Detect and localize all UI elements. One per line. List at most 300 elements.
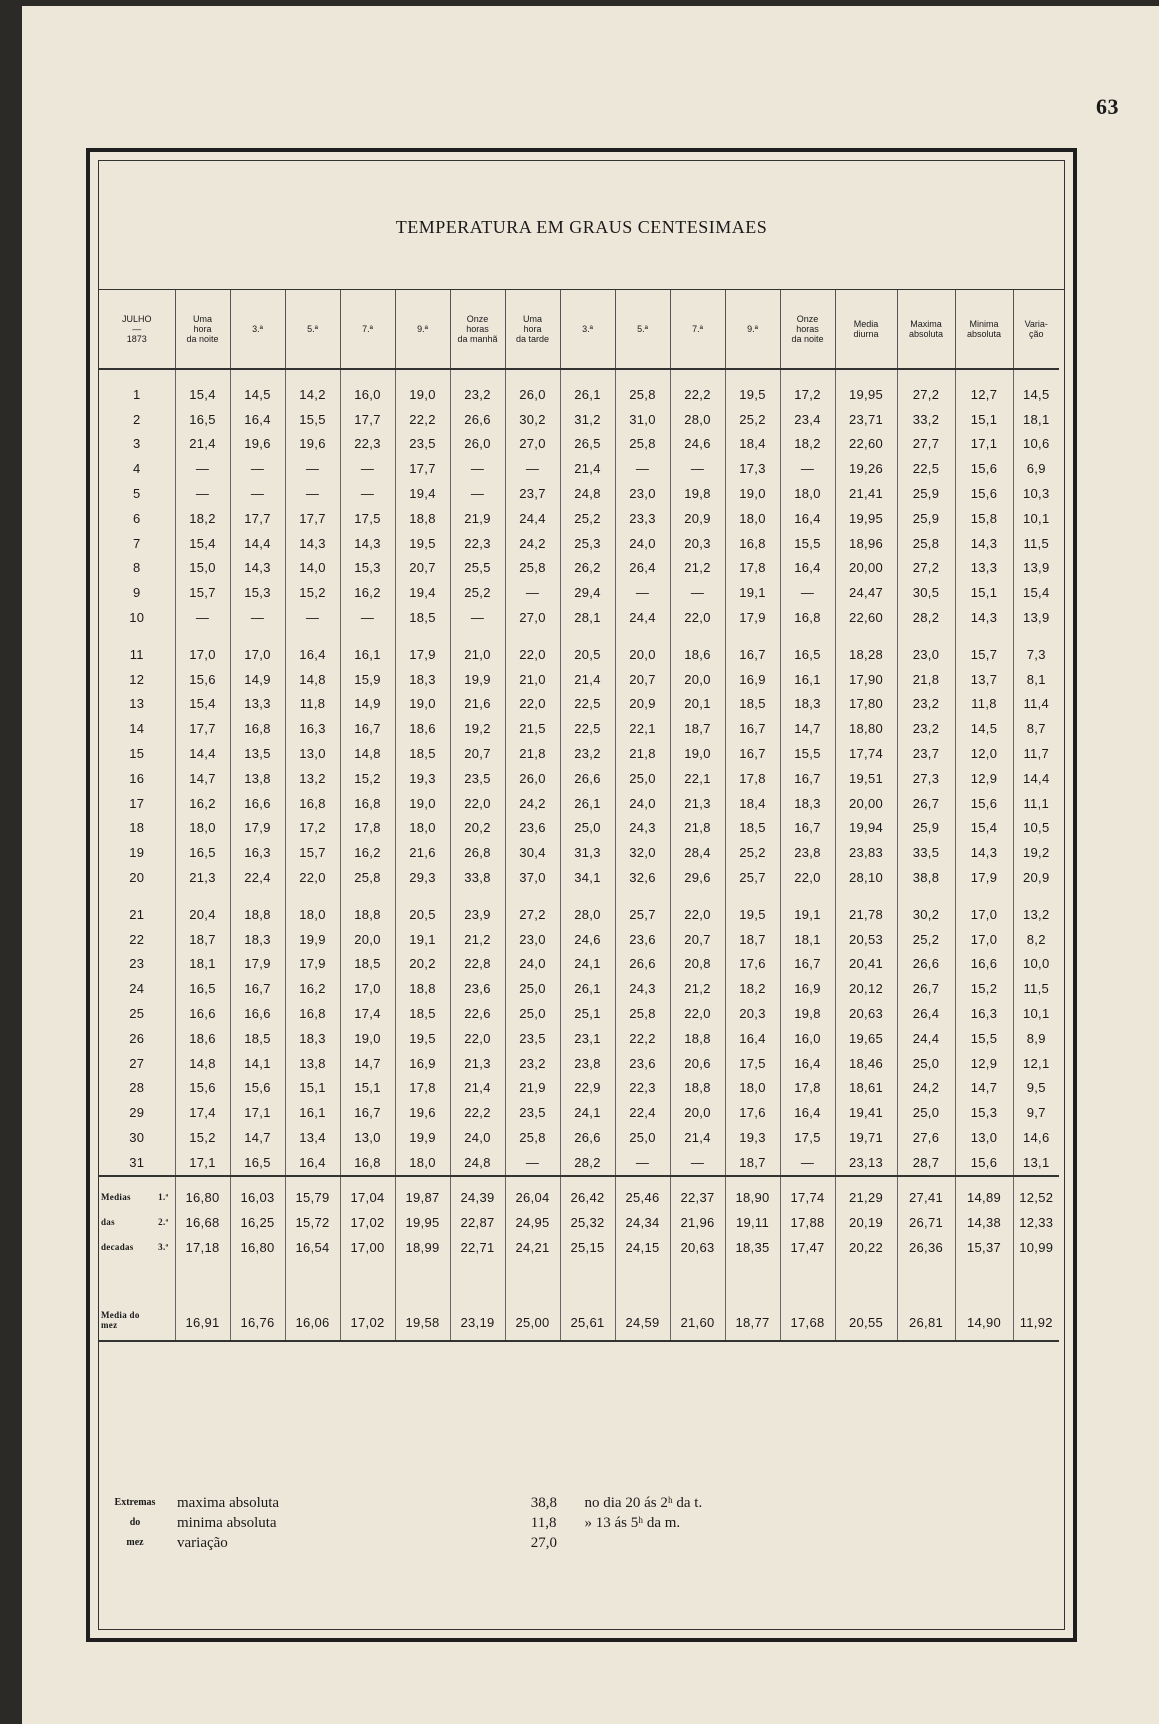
decade-value: 18,99 [395, 1235, 450, 1260]
table-cell: — [615, 1150, 670, 1176]
decade-value: 18,35 [725, 1235, 780, 1260]
table-cell: 16,4 [725, 1026, 780, 1051]
table-cell: 15,6 [955, 791, 1013, 816]
table-cell: 14,6 [1013, 1125, 1059, 1150]
decade-value: 15,72 [285, 1210, 340, 1235]
table-cell: 20,0 [340, 927, 395, 952]
table-cell: 17,9 [230, 952, 285, 977]
table-cell: 18,96 [835, 531, 897, 556]
table-cell: 25,0 [615, 766, 670, 791]
table-cell: 23,2 [897, 716, 955, 741]
table-cell: 28,0 [670, 407, 725, 432]
decade-value: 17,74 [780, 1176, 835, 1210]
table-cell: 18,3 [780, 791, 835, 816]
table-cell: 16,7 [725, 642, 780, 667]
table-cell: 16,4 [285, 642, 340, 667]
table-cell: 22,2 [615, 1026, 670, 1051]
table-cell: 16,4 [285, 1150, 340, 1176]
table-cell: 22,0 [450, 1026, 505, 1051]
table-cell: 12,0 [955, 741, 1013, 766]
table-cell: 14,5 [955, 716, 1013, 741]
table-cell: 18,5 [395, 741, 450, 766]
table-cell: 19,2 [1013, 840, 1059, 865]
table-row [99, 531, 1059, 556]
decade-value: 20,63 [670, 1235, 725, 1260]
table-row [99, 506, 1059, 531]
table-cell: — [230, 456, 285, 481]
table-cell: 19,9 [450, 667, 505, 692]
table-cell: 26,0 [505, 766, 560, 791]
table-cell: 25,2 [560, 506, 615, 531]
table-cell: 16,1 [780, 667, 835, 692]
table-cell: 14,3 [955, 531, 1013, 556]
table-row [99, 432, 1059, 457]
table-cell: 16,5 [175, 840, 230, 865]
table-cell: 25,8 [505, 1125, 560, 1150]
decade-value: 12,52 [1013, 1176, 1059, 1210]
table-cell: 22,5 [897, 456, 955, 481]
decade-value: 22,37 [670, 1176, 725, 1210]
table-cell: 16,7 [340, 716, 395, 741]
table-cell: 13,3 [955, 556, 1013, 581]
table-cell: 17,8 [725, 766, 780, 791]
column-header: 5.ª [285, 290, 340, 369]
table-cell: 18,6 [670, 642, 725, 667]
table-cell: 23,71 [835, 407, 897, 432]
extreme-min-name: minima absoluta [177, 1515, 277, 1531]
table-cell: 13,3 [230, 692, 285, 717]
decade-value: 22,71 [450, 1235, 505, 1260]
day-cell: 17 [129, 795, 145, 811]
month-mean-value: 25,00 [505, 1260, 560, 1341]
table-cell: 25,9 [897, 816, 955, 841]
table-cell: 15,1 [955, 580, 1013, 605]
table-cell: 23,6 [615, 1051, 670, 1076]
table-cell: — [340, 605, 395, 630]
table-cell: 23,1 [560, 1026, 615, 1051]
table-cell: 23,2 [560, 741, 615, 766]
table-cell: 15,2 [285, 580, 340, 605]
table-row [99, 865, 1059, 890]
table-cell: — [615, 456, 670, 481]
table-cell: — [340, 481, 395, 506]
table-cell: 32,0 [615, 840, 670, 865]
table-cell: 23,2 [450, 382, 505, 407]
table-cell: 26,6 [560, 1125, 615, 1150]
table-cell: 16,3 [955, 1001, 1013, 1026]
table-cell: 18,4 [725, 432, 780, 457]
table-cell: 22,4 [230, 865, 285, 890]
table-cell: 23,0 [897, 642, 955, 667]
table-cell: 22,5 [560, 692, 615, 717]
table-row [99, 816, 1059, 841]
table-cell: 15,2 [175, 1125, 230, 1150]
table-cell: 14,1 [230, 1051, 285, 1076]
table-cell: 13,4 [285, 1125, 340, 1150]
table-cell: 21,2 [670, 976, 725, 1001]
table-cell: 8,1 [1013, 667, 1059, 692]
table-cell: 34,1 [560, 865, 615, 890]
table-cell: 37,0 [505, 865, 560, 890]
table-cell: 15,4 [955, 816, 1013, 841]
decade-value: 19,11 [725, 1210, 780, 1235]
table-cell: 18,7 [670, 716, 725, 741]
table-cell: 33,5 [897, 840, 955, 865]
table-cell: 24,2 [505, 531, 560, 556]
table-cell: 21,6 [395, 840, 450, 865]
table-cell: 16,4 [230, 407, 285, 432]
table-row [99, 407, 1059, 432]
table-cell: 19,5 [725, 382, 780, 407]
table-row [99, 741, 1059, 766]
decade-value: 18,90 [725, 1176, 780, 1210]
table-row [99, 1076, 1059, 1101]
decade-value: 24,21 [505, 1235, 560, 1260]
table-cell: 18,1 [1013, 407, 1059, 432]
table-cell: 22,3 [450, 531, 505, 556]
table-cell: 12,1 [1013, 1051, 1059, 1076]
table-cell: 10,5 [1013, 816, 1059, 841]
decade-row [99, 1176, 1059, 1210]
table-cell: 19,4 [395, 481, 450, 506]
table-cell: 16,6 [230, 1001, 285, 1026]
table-cell: 18,1 [175, 952, 230, 977]
column-header: Minima absoluta [955, 290, 1013, 369]
table-cell: 22,2 [395, 407, 450, 432]
day-cell: 23 [129, 956, 145, 972]
table-cell: 26,6 [450, 407, 505, 432]
table-cell: 17,0 [955, 902, 1013, 927]
table-cell: 19,0 [340, 1026, 395, 1051]
table-cell: 24,4 [897, 1026, 955, 1051]
month-mean-value: 21,60 [670, 1260, 725, 1341]
table-row [99, 1125, 1059, 1150]
table-cell: 9,7 [1013, 1100, 1059, 1125]
table-cell: 17,0 [340, 976, 395, 1001]
table-cell: 20,4 [175, 902, 230, 927]
table-cell: 11,8 [285, 692, 340, 717]
day-cell: 31 [99, 1150, 175, 1176]
table-cell: 17,9 [230, 816, 285, 841]
table-body [99, 369, 1059, 1341]
day-cell: 20 [129, 870, 145, 886]
decade-value: 25,32 [560, 1210, 615, 1235]
table-cell: 25,0 [505, 976, 560, 1001]
spacer-row [99, 890, 1059, 902]
table-cell: 19,5 [395, 1026, 450, 1051]
day-cell: 6 [132, 510, 141, 526]
table-cell: 14,7 [780, 716, 835, 741]
table-cell: 21,4 [450, 1076, 505, 1101]
table-row [99, 605, 1059, 630]
table-cell: 16,7 [725, 741, 780, 766]
extreme-min-row [177, 1513, 680, 1533]
table-cell: 26,4 [615, 556, 670, 581]
table-cell: 21,9 [505, 1076, 560, 1101]
table-cell: 14,3 [955, 840, 1013, 865]
table-cell: 18,2 [725, 976, 780, 1001]
table-cell: 26,7 [897, 976, 955, 1001]
table-cell: 23,8 [780, 840, 835, 865]
table-cell: 23,8 [560, 1051, 615, 1076]
table-cell: 27,2 [897, 556, 955, 581]
table-cell: 14,3 [285, 531, 340, 556]
table-cell: 16,4 [780, 1051, 835, 1076]
table-cell: 17,9 [955, 865, 1013, 890]
page [22, 6, 1159, 1724]
decade-value: 16,03 [230, 1176, 285, 1210]
decade-value: 26,36 [897, 1235, 955, 1260]
table-row [99, 481, 1059, 506]
table-cell: 20,6 [670, 1051, 725, 1076]
table-cell: 23,4 [780, 407, 835, 432]
table-cell: 13,0 [340, 1125, 395, 1150]
table-cell: 19,0 [395, 791, 450, 816]
table-cell: 25,2 [897, 927, 955, 952]
table-cell: 25,8 [615, 382, 670, 407]
table-cell: 16,8 [340, 1150, 395, 1176]
decade-value: 17,04 [340, 1176, 395, 1210]
month-mean-value: 11,92 [1013, 1260, 1059, 1341]
table-cell: 16,9 [780, 976, 835, 1001]
table-cell: 19,0 [395, 382, 450, 407]
table-cell: 20,0 [670, 1100, 725, 1125]
day-cell: 16 [129, 770, 145, 786]
table-cell: 20,00 [835, 791, 897, 816]
table-cell: 13,8 [285, 1051, 340, 1076]
table-cell: 21,6 [450, 692, 505, 717]
table-cell: 20,5 [560, 642, 615, 667]
table-cell: 18,0 [395, 816, 450, 841]
table-cell: 15,5 [955, 1026, 1013, 1051]
table-cell: 22,0 [505, 642, 560, 667]
day-cell: 15 [129, 746, 145, 762]
table-cell: 17,3 [725, 456, 780, 481]
table-cell: 19,1 [725, 580, 780, 605]
table-cell: 14,4 [230, 531, 285, 556]
table-cell: 23,5 [505, 1026, 560, 1051]
day-cell: 19 [129, 845, 145, 861]
column-header: 3.ª [560, 290, 615, 369]
table-cell: 16,1 [340, 642, 395, 667]
extreme-max-when: no dia 20 ás 2ʰ da t. [584, 1495, 703, 1511]
table-cell: 19,51 [835, 766, 897, 791]
table-cell: 25,0 [615, 1125, 670, 1150]
table-cell: 15,6 [955, 1150, 1013, 1176]
table-cell: 15,6 [175, 667, 230, 692]
table-cell: 15,3 [955, 1100, 1013, 1125]
table-cell: 13,7 [955, 667, 1013, 692]
table-cell: — [285, 456, 340, 481]
table-row [99, 580, 1059, 605]
table-cell: 24,6 [670, 432, 725, 457]
table-cell: 26,0 [505, 382, 560, 407]
table-cell: 17,6 [725, 1100, 780, 1125]
day-cell: 24 [129, 981, 145, 997]
table-cell: 19,41 [835, 1100, 897, 1125]
day-cell: 12 [129, 671, 145, 687]
table-cell: 16,7 [230, 976, 285, 1001]
table-cell: 24,0 [505, 952, 560, 977]
table-cell: 22,1 [615, 716, 670, 741]
table-cell: 24,0 [450, 1125, 505, 1150]
table-cell: 14,4 [175, 741, 230, 766]
extreme-max-value: 38,8 [530, 1495, 557, 1511]
decade-value: 12,33 [1013, 1210, 1059, 1235]
table-cell: 26,1 [560, 976, 615, 1001]
day-cell: 25 [129, 1006, 145, 1022]
decade-value: 14,89 [955, 1176, 1013, 1210]
table-cell: 19,8 [670, 481, 725, 506]
table-cell: 25,1 [560, 1001, 615, 1026]
table-cell: 18,3 [230, 927, 285, 952]
table-cell: 28,1 [560, 605, 615, 630]
table-cell: 12,9 [955, 766, 1013, 791]
table-row [99, 456, 1059, 481]
table-frame [86, 148, 1077, 1642]
table-cell: 11,5 [1013, 976, 1059, 1001]
table-cell: 22,2 [670, 382, 725, 407]
table-cell: — [175, 605, 230, 630]
extreme-variation-name: variação [177, 1535, 228, 1551]
table-cell: 22,0 [450, 791, 505, 816]
table-cell: 24,0 [615, 531, 670, 556]
table-cell: 15,2 [340, 766, 395, 791]
table-cell: 17,8 [340, 816, 395, 841]
table-cell: 25,2 [725, 840, 780, 865]
day-cell: 26 [129, 1030, 145, 1046]
table-cell: 19,5 [395, 531, 450, 556]
table-cell: 26,6 [615, 952, 670, 977]
table-cell: 23,5 [450, 766, 505, 791]
day-cell: 5 [132, 486, 141, 502]
table-cell: 14,7 [175, 766, 230, 791]
day-cell: 29 [129, 1105, 145, 1121]
table-cell: 16,4 [780, 506, 835, 531]
table-cell: — [780, 580, 835, 605]
table-cell: 23,2 [505, 1051, 560, 1076]
table-cell: 15,2 [955, 976, 1013, 1001]
table-cell: 21,8 [670, 816, 725, 841]
table-cell: — [615, 580, 670, 605]
table-cell: — [285, 481, 340, 506]
table-cell: 15,8 [955, 506, 1013, 531]
month-mean-value: 17,02 [340, 1260, 395, 1341]
table-cell: 22,4 [615, 1100, 670, 1125]
table-cell: 25,8 [615, 1001, 670, 1026]
table-cell: 30,5 [897, 580, 955, 605]
table-cell: 20,1 [670, 692, 725, 717]
table-cell: 27,0 [505, 605, 560, 630]
table-cell: 17,5 [725, 1051, 780, 1076]
table-cell: 10,6 [1013, 432, 1059, 457]
table-cell: 29,4 [560, 580, 615, 605]
decade-value: 25,15 [560, 1235, 615, 1260]
table-cell: 16,9 [725, 667, 780, 692]
table-cell: 13,2 [1013, 902, 1059, 927]
table-cell: 16,2 [340, 840, 395, 865]
day-cell: 22 [129, 931, 145, 947]
table-cell: 19,3 [395, 766, 450, 791]
table-cell: 15,1 [285, 1076, 340, 1101]
table-cell: 25,3 [560, 531, 615, 556]
table-cell: 17,80 [835, 692, 897, 717]
extreme-max-row [177, 1493, 702, 1513]
table-cell: 18,5 [725, 692, 780, 717]
decade-value: 20,19 [835, 1210, 897, 1235]
table-cell: 21,5 [505, 716, 560, 741]
table-cell: 25,2 [450, 580, 505, 605]
table-cell: 20,0 [670, 667, 725, 692]
table-cell: 31,3 [560, 840, 615, 865]
table-cell: 29,6 [670, 865, 725, 890]
table-cell: 15,5 [780, 741, 835, 766]
table-cell: 17,4 [175, 1100, 230, 1125]
day-cell: 4 [132, 461, 141, 477]
table-cell: 20,53 [835, 927, 897, 952]
day-cell: 9 [132, 585, 141, 601]
decade-value: 19,87 [395, 1176, 450, 1210]
table-cell: 17,74 [835, 741, 897, 766]
table-cell: — [450, 456, 505, 481]
table-cell: 15,1 [340, 1076, 395, 1101]
table-cell: 26,4 [897, 1001, 955, 1026]
table-cell: 14,7 [955, 1076, 1013, 1101]
table-cell: 25,0 [505, 1001, 560, 1026]
day-cell: 28 [129, 1080, 145, 1096]
table-cell: 27,6 [897, 1125, 955, 1150]
table-row [99, 791, 1059, 816]
month-mean-value: 23,19 [450, 1260, 505, 1341]
decade-value: 14,38 [955, 1210, 1013, 1235]
table-cell: 18,2 [175, 506, 230, 531]
table-cell: 15,5 [780, 531, 835, 556]
table-row [99, 667, 1059, 692]
column-header: 7.ª [340, 290, 395, 369]
table-cell: 15,6 [175, 1076, 230, 1101]
decade-value: 17,88 [780, 1210, 835, 1235]
table-cell: 24,0 [615, 791, 670, 816]
table-cell: 23,3 [615, 506, 670, 531]
table-cell: 16,2 [340, 580, 395, 605]
table-cell: 25,9 [897, 506, 955, 531]
decade-value: 10,99 [1013, 1235, 1059, 1260]
table-cell: — [230, 605, 285, 630]
table-cell: 16,8 [285, 791, 340, 816]
table-cell: 27,7 [897, 432, 955, 457]
table-cell: 20,9 [615, 692, 670, 717]
table-cell: 21,4 [670, 1125, 725, 1150]
month-mean-value: 14,90 [955, 1260, 1013, 1341]
column-header: Maxima absoluta [897, 290, 955, 369]
title-box [99, 161, 1064, 290]
table-cell: 19,5 [725, 902, 780, 927]
table-cell: 21,78 [835, 902, 897, 927]
column-header: Onze horas da noite [780, 290, 835, 369]
table-cell: 18,61 [835, 1076, 897, 1101]
table-cell: 14,3 [230, 556, 285, 581]
table-cell: 24,4 [615, 605, 670, 630]
table-cell: 23,7 [505, 481, 560, 506]
table-cell: 15,0 [175, 556, 230, 581]
table-cell: 16,0 [340, 382, 395, 407]
table-cell: 22,0 [780, 865, 835, 890]
table-cell: 20,41 [835, 952, 897, 977]
day-cell: 2 [132, 411, 141, 427]
table-cell: 18,0 [725, 506, 780, 531]
table-cell: 14,2 [285, 382, 340, 407]
extreme-variation-value: 27,0 [530, 1535, 557, 1551]
